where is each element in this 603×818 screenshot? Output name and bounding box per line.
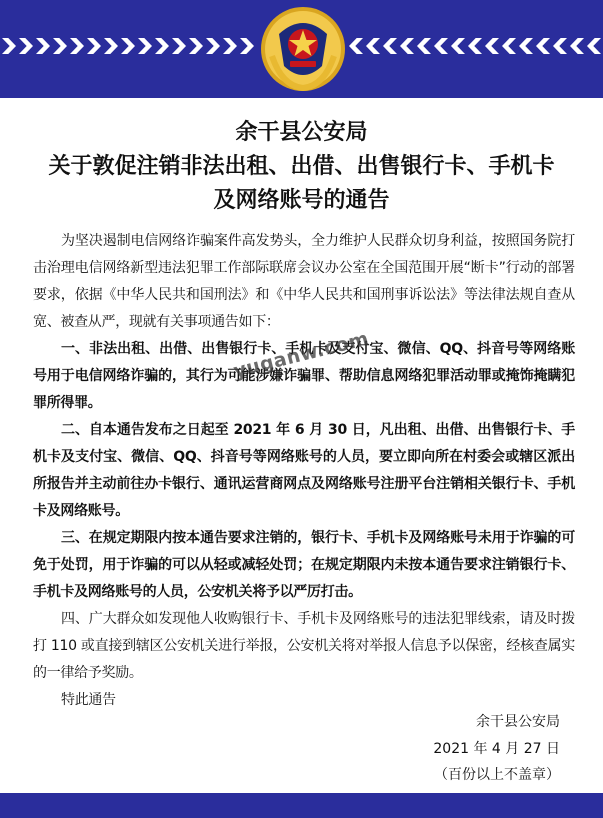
chevron-icon <box>19 38 33 54</box>
chevron-icon <box>502 38 516 54</box>
chevron-icon <box>2 38 16 54</box>
chevron-icon <box>36 38 50 54</box>
chevron-icon <box>172 38 186 54</box>
chevron-icon <box>155 38 169 54</box>
chevron-icon <box>434 38 448 54</box>
chevron-icon <box>485 38 499 54</box>
chevron-icon <box>366 38 380 54</box>
chevron-icon <box>400 38 414 54</box>
police-emblem-icon <box>258 4 348 94</box>
chevron-icon <box>519 38 533 54</box>
chevron-icon <box>349 38 363 54</box>
chevron-icon <box>53 38 67 54</box>
closing-text: 特此通告 <box>61 692 116 708</box>
signature-note: （百份以上不盖章） <box>434 767 560 783</box>
item-3-paragraph: 三、在规定期限内按本通告要求注销的，银行卡、手机卡及网络账号未用于诈骗的可免于处罚，用于诈骗的可以从轻或减轻处罚；在规定期限内未按本通告要求注销银行卡、手机卡及网络账号的人员，公安机关将予以严厉打击。 <box>33 530 575 600</box>
chevron-icon <box>121 38 135 54</box>
chevron-icon <box>189 38 203 54</box>
chevron-icon <box>70 38 84 54</box>
chevron-icon <box>536 38 550 54</box>
chevron-icon <box>240 38 254 54</box>
item-4-paragraph: 四、广大群众如发现他人收购银行卡、手机卡及网络账号的违法犯罪线索，请及时拨打 110 或直接到辖区公安机关进行举报，公安机关将对举报人信息予以保密，经核查属实的一律给予奖励。 <box>33 611 575 681</box>
item-2-paragraph: 二、自本通告发布之日起至 2021 年 6 月 30 日，凡出租、出借、出售银行卡、手机卡及支付宝、微信、QQ、抖音号等网络账号的人员，要立即向所在村委会或辖区派出所报告并主动前往办卡银行、通讯运营商网点及网络账号注册平台注销相关银行卡、手机卡及网络账号。 <box>33 422 575 519</box>
title-subject: 关于敦促注销非法出租、出借、出售银行卡、手机卡 <box>48 153 555 179</box>
chevron-icon <box>383 38 397 54</box>
footer-bar <box>0 793 603 818</box>
left-chevron-row <box>2 38 254 58</box>
notice-body <box>33 228 575 714</box>
title-subject-cont: 及网络账号的通告 <box>213 187 390 213</box>
chevron-icon <box>417 38 431 54</box>
chevron-icon <box>468 38 482 54</box>
chevron-icon <box>138 38 152 54</box>
intro-paragraph: 为坚决遏制电信网络诈骗案件高发势头，全力维护人民群众切身利益，按照国务院打击治理电信网络新型违法犯罪工作部际联席会议办公室在全国范围开展“断卡”行动的部署要求，依据《中华人民共和国刑法》和《中华人民共和国刑事诉讼法》等法律法规自查从宽、被查从严，现就有关事项通告如下： <box>33 233 575 330</box>
chevron-icon <box>451 38 465 54</box>
signature-org: 余干县公安局 <box>476 714 560 730</box>
chevron-icon <box>223 38 237 54</box>
chevron-icon <box>206 38 220 54</box>
chevron-icon <box>587 38 601 54</box>
chevron-icon <box>570 38 584 54</box>
signature-date: 2021 年 4 月 27 日 <box>433 741 560 757</box>
chevron-icon <box>104 38 118 54</box>
item-1-paragraph: 一、非法出租、出借、出售银行卡、手机卡及支付宝、微信、QQ、抖音号等网络账号用于电信网络诈骗的，其行为可能涉嫌诈骗罪、帮助信息网络犯罪活动罪或掩饰掩瞒犯罪所得罪。 <box>33 341 575 411</box>
chevron-icon <box>87 38 101 54</box>
chevron-icon <box>553 38 567 54</box>
title-issuer: 余干县公安局 <box>235 119 368 145</box>
right-chevron-row <box>349 38 601 58</box>
header-banner <box>0 0 603 98</box>
site-watermark: yuganw.com <box>231 327 372 383</box>
